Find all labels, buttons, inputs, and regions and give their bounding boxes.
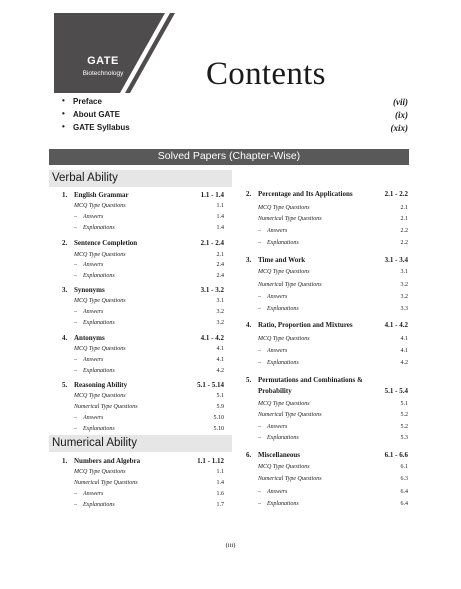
toc-entry-label: Explanations [83,273,115,279]
toc-entry-page: 2.1 [216,252,224,258]
chapter-row[interactable] [246,321,408,331]
chapter-title: Sentence Completion [74,239,138,247]
chapter-title: Time and Work [258,256,306,264]
toc-entry-page: 1.7 [216,502,224,508]
dash-icon: – [74,225,77,231]
toc-entry-label: Answers [83,262,104,268]
toc-entry[interactable] [74,491,224,500]
toc-entry-label: MCQ Type Questions [258,464,310,470]
toc-entry[interactable] [74,320,224,329]
chapter-row[interactable] [62,381,224,391]
toc-entry-label: Explanations [83,320,115,326]
chapter-row[interactable] [62,191,224,201]
toc-entry-page: 5.10 [213,426,224,432]
chapter-page-range: 4.1 - 4.2 [200,334,224,342]
toc-entry-label: Answers [267,228,288,234]
chapter-page-range: 2.1 - 2.2 [384,190,408,198]
toc-entry-label: MCQ Type Questions [258,269,310,275]
dash-icon: – [258,424,261,430]
toc-entry-label: Explanations [267,306,299,312]
dash-icon: – [74,426,77,432]
toc-entry-page: 6.4 [400,501,408,507]
toc-entry-label: Numerical Type Questions [258,476,322,482]
toc-entry[interactable] [258,205,408,214]
chapter-number: 1. [62,457,68,465]
dash-icon: – [258,435,261,441]
toc-entry-page: 1.4 [216,214,224,220]
chapter-number: 2. [62,239,68,247]
toc-entry-label: MCQ Type Questions [74,203,126,209]
toc-entry[interactable] [258,360,408,369]
front-matter-page: (vii) [393,97,408,107]
toc-entry[interactable] [74,393,224,402]
toc-entry[interactable] [74,214,224,223]
front-matter-label: GATE Syllabus [73,123,130,132]
dash-icon: – [258,348,261,354]
dash-icon: – [74,357,77,363]
toc-entry-label: Answers [83,309,104,315]
chapter-page-range: 6.1 - 6.6 [384,451,408,459]
toc-entry[interactable] [74,262,224,271]
toc-entry-page: 2.1 [400,205,408,211]
toc-entry-page: 6.3 [400,476,408,482]
chapter-page-range: 2.1 - 2.4 [200,239,224,247]
dash-icon: – [74,415,77,421]
toc-entry-label: Numerical Type Questions [258,282,322,288]
toc-entry-page: 2.2 [400,228,408,234]
chapter-page-range: 1.1 - 1.12 [197,457,224,465]
chapter-title: English Grammar [74,191,129,199]
section-heading-verbal: Verbal Ability [49,170,232,187]
toc-entry-label: MCQ Type Questions [74,346,126,352]
toc-entry-page: 1.4 [216,225,224,231]
chapter-row[interactable] [246,376,408,386]
toc-entry[interactable] [258,401,408,410]
toc-entry-page: 2.4 [216,262,224,268]
chapter-number: 3. [246,256,252,264]
toc-entry-page: 2.1 [400,216,408,222]
toc-entry-label: Explanations [267,435,299,441]
toc-entry-page: 4.2 [216,368,224,374]
dash-icon: – [74,320,77,326]
chapter-title: Antonyms [74,334,105,342]
toc-entry[interactable] [74,225,224,234]
chapter-row[interactable] [246,190,408,200]
dash-icon: – [74,368,77,374]
toc-entry[interactable] [74,426,224,435]
chapter-title: Permutations and Combinations & [258,376,363,384]
toc-entry-label: Answers [267,348,288,354]
dash-icon: – [74,262,77,268]
toc-entry-label: Explanations [267,501,299,507]
toc-entry-label: Numerical Type Questions [74,404,138,410]
toc-entry-label: Answers [83,491,104,497]
toc-entry-page: 6.4 [400,489,408,495]
toc-entry-label: MCQ Type Questions [74,298,126,304]
toc-entry-page: 4.2 [400,360,408,366]
dash-icon: – [258,360,261,366]
front-matter-page: (xix) [390,123,408,133]
toc-entry-label: Explanations [83,426,115,432]
brand-logo-title: GATE [87,55,119,67]
toc-entry[interactable] [74,368,224,377]
toc-entry[interactable] [258,240,408,249]
bullet-icon: • [62,122,65,131]
toc-entry-page: 5.3 [400,435,408,441]
toc-entry[interactable] [258,464,408,473]
front-matter-label: About GATE [73,110,120,119]
chapter-number: 6. [246,451,252,459]
toc-entry-label: MCQ Type Questions [258,401,310,407]
dash-icon: – [258,306,261,312]
toc-entry-page: 4.1 [216,346,224,352]
bullet-icon: • [62,96,65,105]
toc-entry[interactable] [74,346,224,355]
chapter-title-continued: Probability [258,387,292,395]
toc-entry-label: Explanations [83,502,115,508]
toc-entry[interactable] [74,469,224,478]
dash-icon: – [258,240,261,246]
chapter-number: 3. [62,286,68,294]
chapter-row[interactable] [62,239,224,249]
chapter-page-range: 3.1 - 3.2 [200,286,224,294]
toc-entry-page: 1.1 [216,203,224,209]
toc-entry-label: Numerical Type Questions [258,216,322,222]
dash-icon: – [258,294,261,300]
toc-entry-label: Explanations [83,225,115,231]
section-heading-numerical: Numerical Ability [49,435,232,452]
toc-entry-page: 1.1 [216,469,224,475]
chapter-page-range: 3.1 - 3.4 [384,256,408,264]
dash-icon: – [74,491,77,497]
dash-icon: – [74,309,77,315]
toc-entry-page: 5.2 [400,412,408,418]
toc-entry[interactable] [258,228,408,237]
toc-entry[interactable] [74,357,224,366]
toc-entry-label: MCQ Type Questions [74,252,126,258]
toc-entry-label: Explanations [267,360,299,366]
chapter-row[interactable] [62,286,224,296]
chapter-page-range: 5.1 - 5.14 [197,381,224,389]
chapter-number: 5. [62,381,68,389]
dash-icon: – [74,273,77,279]
dash-icon: – [258,501,261,507]
toc-entry-label: MCQ Type Questions [74,469,126,475]
page-title: Contents [206,56,326,92]
toc-entry-page: 1.4 [216,480,224,486]
toc-entry-page: 3.2 [400,294,408,300]
toc-entry-label: MCQ Type Questions [258,336,310,342]
toc-entry[interactable] [258,306,408,315]
toc-entry-page: 2.2 [400,240,408,246]
toc-entry[interactable] [258,336,408,345]
toc-entry[interactable] [258,489,408,498]
toc-entry-page: 3.2 [400,282,408,288]
page-number: (iii) [225,542,236,549]
toc-entry[interactable] [258,269,408,278]
toc-entry-label: Answers [267,424,288,430]
toc-entry[interactable] [74,480,224,489]
toc-entry-label: Answers [83,357,104,363]
toc-entry-label: Answers [267,489,288,495]
toc-entry[interactable] [258,412,408,421]
banner-title: Solved Papers (Chapter-Wise) [157,150,301,162]
toc-entry-page: 2.4 [216,273,224,279]
toc-entry-page: 1.6 [216,491,224,497]
toc-entry[interactable] [74,298,224,307]
toc-entry[interactable] [74,502,224,511]
toc-entry[interactable] [258,282,408,291]
toc-entry-label: Numerical Type Questions [74,480,138,486]
toc-entry[interactable] [74,404,224,413]
chapter-page-range: 4.1 - 4.2 [384,321,408,329]
front-matter-item[interactable] [62,123,408,136]
chapter-number: 4. [246,321,252,329]
chapter-title: Ratio, Proportion and Mixtures [258,321,353,329]
toc-entry-page: 3.2 [216,309,224,315]
toc-entry-page: 3.1 [216,298,224,304]
chapter-number: 2. [246,190,252,198]
toc-entry-page: 5.2 [400,424,408,430]
toc-entry-label: Explanations [83,368,115,374]
chapter-number: 1. [62,191,68,199]
toc-entry[interactable] [74,252,224,261]
dash-icon: – [258,489,261,495]
bullet-icon: • [62,109,65,118]
front-matter-item[interactable] [62,97,408,110]
toc-entry-page: 5.1 [400,401,408,407]
chapter-title: Numbers and Algebra [74,457,141,465]
toc-entry[interactable] [74,203,224,212]
toc-entry-page: 3.1 [400,269,408,275]
chapter-number: 5. [246,376,252,384]
toc-entry-label: Explanations [267,240,299,246]
toc-entry[interactable] [258,348,408,357]
chapter-row[interactable] [246,451,408,461]
dash-icon: – [74,502,77,508]
front-matter-page: (ix) [395,110,408,120]
toc-entry[interactable] [258,216,408,225]
dash-icon: – [74,214,77,220]
toc-entry-page: 3.2 [216,320,224,326]
chapter-row[interactable] [62,457,224,467]
chapter-title: Miscellaneous [258,451,300,459]
toc-entry-page: 4.1 [216,357,224,363]
toc-entry-label: Answers [267,294,288,300]
chapter-title: Synonyms [74,286,105,294]
front-matter-item[interactable] [62,110,408,123]
toc-entry[interactable] [258,294,408,303]
chapter-title: Reasoning Ability [74,381,128,389]
toc-entry-page: 5.1 [216,393,224,399]
chapter-number: 4. [62,334,68,342]
toc-entry-page: 5.9 [216,404,224,410]
toc-entry-page: 5.10 [213,415,224,421]
toc-entry[interactable] [258,424,408,433]
toc-entry[interactable] [74,415,224,424]
toc-entry-page: 4.1 [400,336,408,342]
toc-entry[interactable] [74,309,224,318]
toc-entry-label: Numerical Type Questions [258,412,322,418]
toc-entry-label: Answers [83,214,104,220]
toc-entry[interactable] [258,476,408,485]
toc-entry[interactable] [258,435,408,444]
toc-entry-label: MCQ Type Questions [258,205,310,211]
chapter-row-continued[interactable] [246,387,408,397]
chapter-page-range: 1.1 - 1.4 [200,191,224,199]
toc-entry-page: 3.3 [400,306,408,312]
chapter-row[interactable] [62,334,224,344]
toc-entry-page: 4.1 [400,348,408,354]
front-matter-label: Preface [73,97,102,106]
toc-entry-label: MCQ Type Questions [74,393,126,399]
toc-entry[interactable] [74,273,224,282]
chapter-row[interactable] [246,256,408,266]
toc-entry[interactable] [258,501,408,510]
brand-logo-subtitle: Biotechnology [82,70,124,77]
chapter-title: Percentage and Its Applications [258,190,353,198]
dash-icon: – [258,228,261,234]
toc-entry-label: Answers [83,415,104,421]
toc-entry-page: 6.1 [400,464,408,470]
chapter-page-range: 5.1 - 5.4 [384,387,408,395]
